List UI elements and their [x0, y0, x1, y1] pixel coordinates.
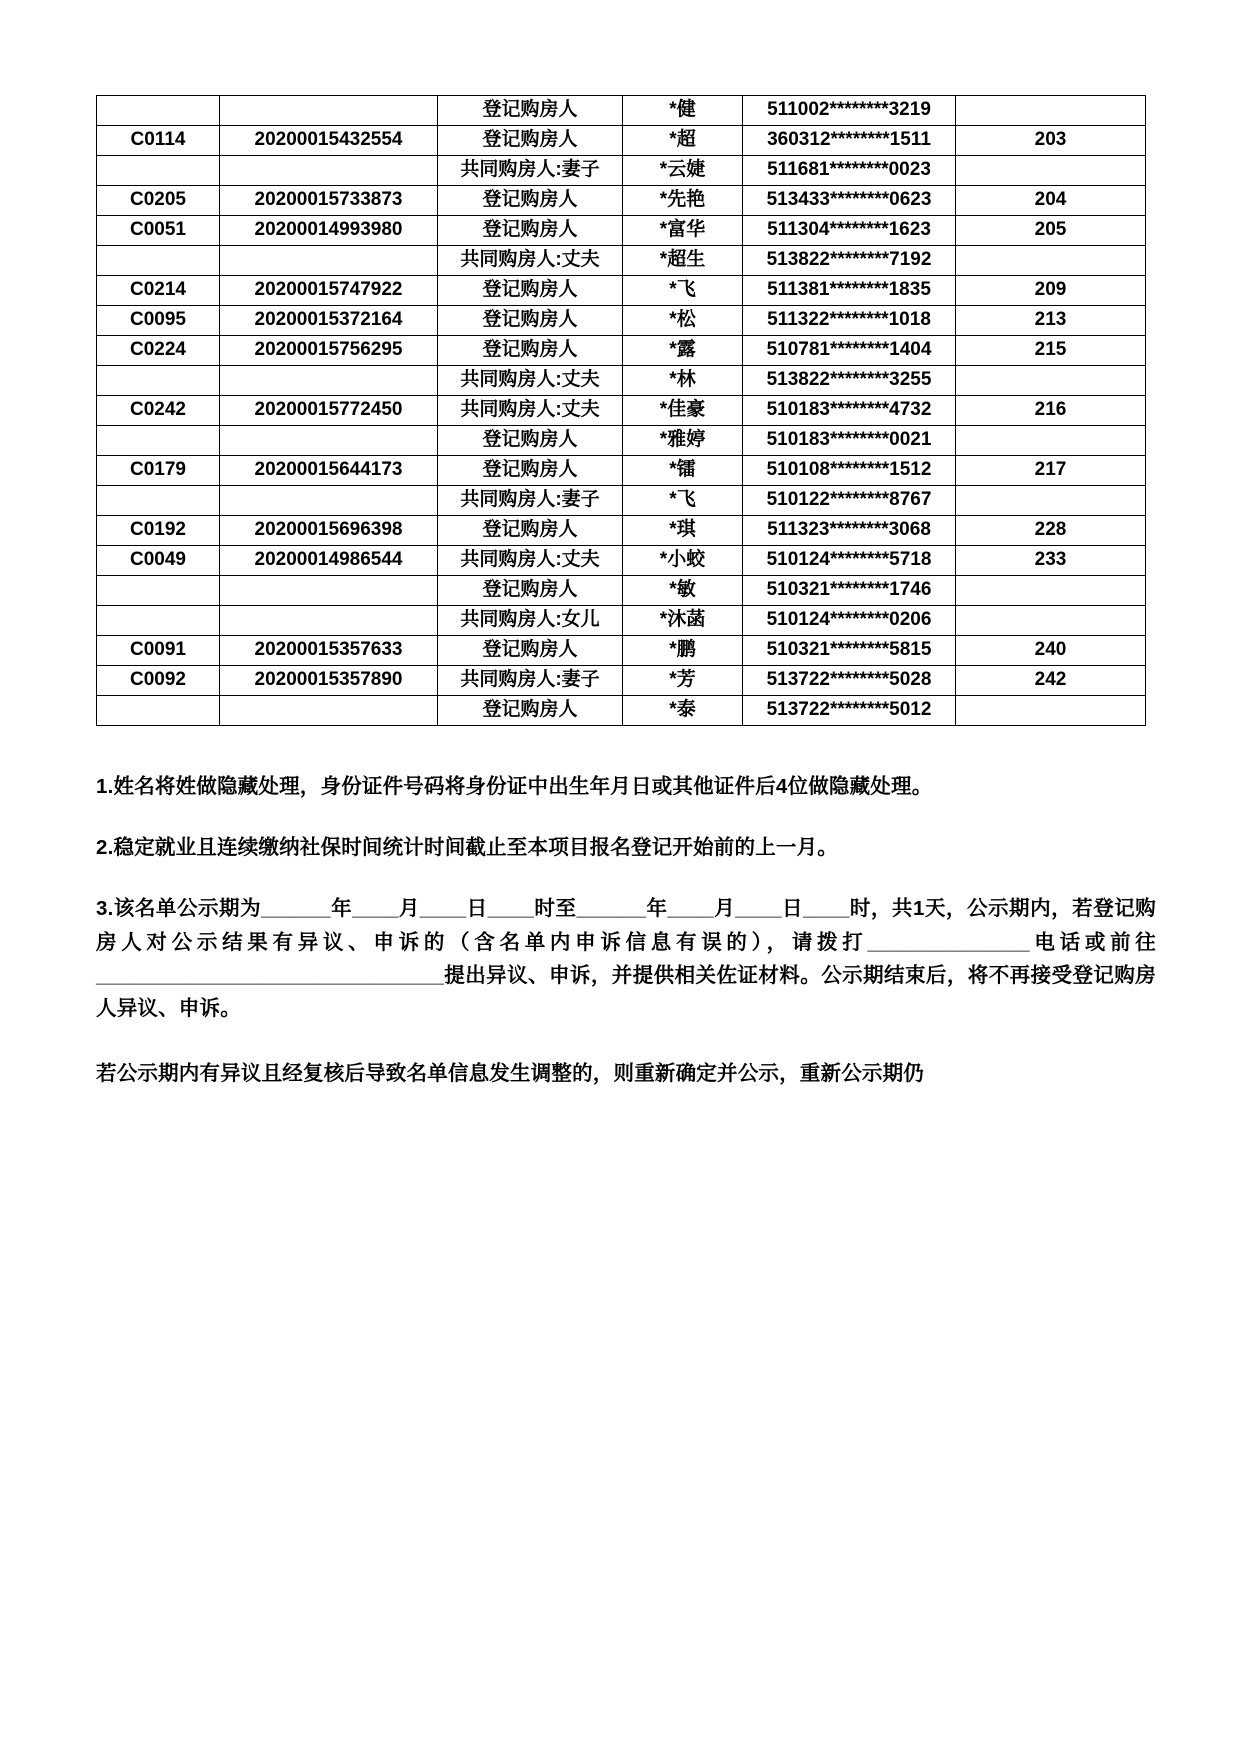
cell-num [956, 366, 1146, 396]
cell-num: 216 [956, 396, 1146, 426]
note-2: 2.稳定就业且连续缴纳社保时间统计时间截止至本项目报名登记开始前的上一月。 [96, 836, 838, 860]
table-row [97, 156, 1146, 186]
cell-name: *沐菡 [623, 606, 743, 636]
cell-name: *芳 [623, 666, 743, 696]
cell-reg [220, 246, 438, 276]
cell-reg: 20200015372164 [220, 306, 438, 336]
table-row [97, 96, 1146, 126]
cell-code: C0192 [97, 516, 220, 546]
notes-section [96, 770, 1156, 1090]
cell-num: 209 [956, 276, 1146, 306]
cell-reg: 20200015772450 [220, 396, 438, 426]
cell-name: *超生 [623, 246, 743, 276]
cell-role: 登记购房人 [438, 576, 623, 606]
cell-num: 217 [956, 456, 1146, 486]
cell-num: 203 [956, 126, 1146, 156]
cell-name: *松 [623, 306, 743, 336]
cell-code: C0214 [97, 276, 220, 306]
cell-reg [220, 486, 438, 516]
cell-code: C0205 [97, 186, 220, 216]
cell-name: *飞 [623, 486, 743, 516]
cell-reg [220, 606, 438, 636]
table-row [97, 576, 1146, 606]
cell-id: 510321********1746 [743, 576, 956, 606]
note-3: 3.该名单公示期为______年____月____日____时至______年____月____日____时，共1天，公示期内，若登记购房人对公示结果有异议、申诉的（含名单内申诉信息有误的），请拨打______________电话或前往______________________________提出异议、申诉，并提供相关佐证材料。公示期结束后，将不再接受登记购房人异议、申诉。 [96, 897, 1156, 1021]
cell-num: 205 [956, 216, 1146, 246]
table-row [97, 546, 1146, 576]
cell-reg [220, 156, 438, 186]
cell-reg: 20200015644173 [220, 456, 438, 486]
table-row [97, 486, 1146, 516]
cell-name: *镭 [623, 456, 743, 486]
cell-id: 511381********1835 [743, 276, 956, 306]
cell-id: 511323********3068 [743, 516, 956, 546]
cell-role: 共同购房人:妻子 [438, 666, 623, 696]
table-row [97, 606, 1146, 636]
roster-body [97, 96, 1146, 726]
cell-code: C0224 [97, 336, 220, 366]
table-row [97, 696, 1146, 726]
cell-reg [220, 426, 438, 456]
cell-id: 510183********4732 [743, 396, 956, 426]
table-row [97, 426, 1146, 456]
cell-reg: 20200015747922 [220, 276, 438, 306]
cell-reg: 20200015756295 [220, 336, 438, 366]
cell-role: 共同购房人:丈夫 [438, 396, 623, 426]
cell-reg: 20200015733873 [220, 186, 438, 216]
table-row [97, 216, 1146, 246]
cell-code: C0242 [97, 396, 220, 426]
cell-role: 共同购房人:女儿 [438, 606, 623, 636]
cell-id: 511322********1018 [743, 306, 956, 336]
cell-code [97, 486, 220, 516]
cell-num [956, 486, 1146, 516]
cell-reg: 20200014993980 [220, 216, 438, 246]
cell-num [956, 246, 1146, 276]
cell-role: 登记购房人 [438, 96, 623, 126]
table-row [97, 186, 1146, 216]
cell-id: 513722********5012 [743, 696, 956, 726]
table-row [97, 396, 1146, 426]
cell-role: 登记购房人 [438, 516, 623, 546]
table-row [97, 126, 1146, 156]
cell-name: *敏 [623, 576, 743, 606]
cell-name: *泰 [623, 696, 743, 726]
cell-name: *林 [623, 366, 743, 396]
cell-reg: 20200015432554 [220, 126, 438, 156]
cell-id: 511304********1623 [743, 216, 956, 246]
cell-reg [220, 96, 438, 126]
cell-role: 登记购房人 [438, 186, 623, 216]
cell-id: 513722********5028 [743, 666, 956, 696]
cell-code: C0114 [97, 126, 220, 156]
cell-num: 213 [956, 306, 1146, 336]
purchaser-roster-table [96, 95, 1146, 726]
cell-num [956, 576, 1146, 606]
cell-role: 共同购房人:妻子 [438, 486, 623, 516]
cell-role: 共同购房人:丈夫 [438, 366, 623, 396]
cell-role: 共同购房人:丈夫 [438, 546, 623, 576]
cell-num [956, 156, 1146, 186]
cell-num: 204 [956, 186, 1146, 216]
cell-role: 登记购房人 [438, 636, 623, 666]
table-row [97, 336, 1146, 366]
cell-reg: 20200014986544 [220, 546, 438, 576]
cell-name: *雅婷 [623, 426, 743, 456]
cell-num [956, 426, 1146, 456]
note-1: 1.姓名将姓做隐藏处理，身份证件号码将身份证中出生年月日或其他证件后4位做隐藏处理。 [96, 775, 933, 798]
cell-name: *健 [623, 96, 743, 126]
cell-num: 233 [956, 546, 1146, 576]
cell-num: 228 [956, 516, 1146, 546]
table-row [97, 516, 1146, 546]
cell-num: 240 [956, 636, 1146, 666]
cell-reg: 20200015357890 [220, 666, 438, 696]
cell-reg: 20200015696398 [220, 516, 438, 546]
cell-role: 共同购房人:丈夫 [438, 246, 623, 276]
cell-code: C0049 [97, 546, 220, 576]
cell-name: *云婕 [623, 156, 743, 186]
cell-num [956, 96, 1146, 126]
cell-reg [220, 366, 438, 396]
table-row [97, 246, 1146, 276]
cell-name: *鹏 [623, 636, 743, 666]
cell-code [97, 696, 220, 726]
cell-role: 登记购房人 [438, 216, 623, 246]
table-row [97, 666, 1146, 696]
cell-id: 510781********1404 [743, 336, 956, 366]
cell-name: *富华 [623, 216, 743, 246]
cell-id: 513822********7192 [743, 246, 956, 276]
cell-code [97, 576, 220, 606]
cell-code [97, 426, 220, 456]
cell-id: 510124********0206 [743, 606, 956, 636]
cell-role: 登记购房人 [438, 276, 623, 306]
cell-role: 登记购房人 [438, 126, 623, 156]
cell-id: 510122********8767 [743, 486, 956, 516]
cell-num [956, 696, 1146, 726]
cell-name: *琪 [623, 516, 743, 546]
cell-name: *小蛟 [623, 546, 743, 576]
table-row [97, 636, 1146, 666]
cell-code: C0091 [97, 636, 220, 666]
cell-code [97, 606, 220, 636]
cell-role: 登记购房人 [438, 456, 623, 486]
cell-role: 登记购房人 [438, 336, 623, 366]
cell-code: C0051 [97, 216, 220, 246]
table-row [97, 276, 1146, 306]
table-row [97, 456, 1146, 486]
cell-name: *先艳 [623, 186, 743, 216]
cell-reg: 20200015357633 [220, 636, 438, 666]
cell-id: 511002********3219 [743, 96, 956, 126]
cell-code [97, 246, 220, 276]
cell-id: 513433********0623 [743, 186, 956, 216]
cell-name: *佳豪 [623, 396, 743, 426]
cell-code [97, 96, 220, 126]
cell-role: 登记购房人 [438, 426, 623, 456]
cell-id: 510321********5815 [743, 636, 956, 666]
table-row [97, 366, 1146, 396]
cell-num: 242 [956, 666, 1146, 696]
cell-reg [220, 696, 438, 726]
cell-id: 510124********5718 [743, 546, 956, 576]
cell-role: 登记购房人 [438, 696, 623, 726]
cell-name: *飞 [623, 276, 743, 306]
table-row [97, 306, 1146, 336]
cell-code: C0092 [97, 666, 220, 696]
cell-id: 511681********0023 [743, 156, 956, 186]
cell-role: 共同购房人:妻子 [438, 156, 623, 186]
cell-num [956, 606, 1146, 636]
cell-code: C0179 [97, 456, 220, 486]
cell-name: *超 [623, 126, 743, 156]
cell-id: 510183********0021 [743, 426, 956, 456]
cell-name: *露 [623, 336, 743, 366]
cell-role: 登记购房人 [438, 306, 623, 336]
cell-id: 360312********1511 [743, 126, 956, 156]
cell-reg [220, 576, 438, 606]
cell-code [97, 366, 220, 396]
cell-code: C0095 [97, 306, 220, 336]
cell-code [97, 156, 220, 186]
cell-id: 513822********3255 [743, 366, 956, 396]
cell-num: 215 [956, 336, 1146, 366]
cell-id: 510108********1512 [743, 456, 956, 486]
note-4: 若公示期内有异议且经复核后导致名单信息发生调整的，则重新确定并公示，重新公示期仍 [96, 1062, 924, 1086]
